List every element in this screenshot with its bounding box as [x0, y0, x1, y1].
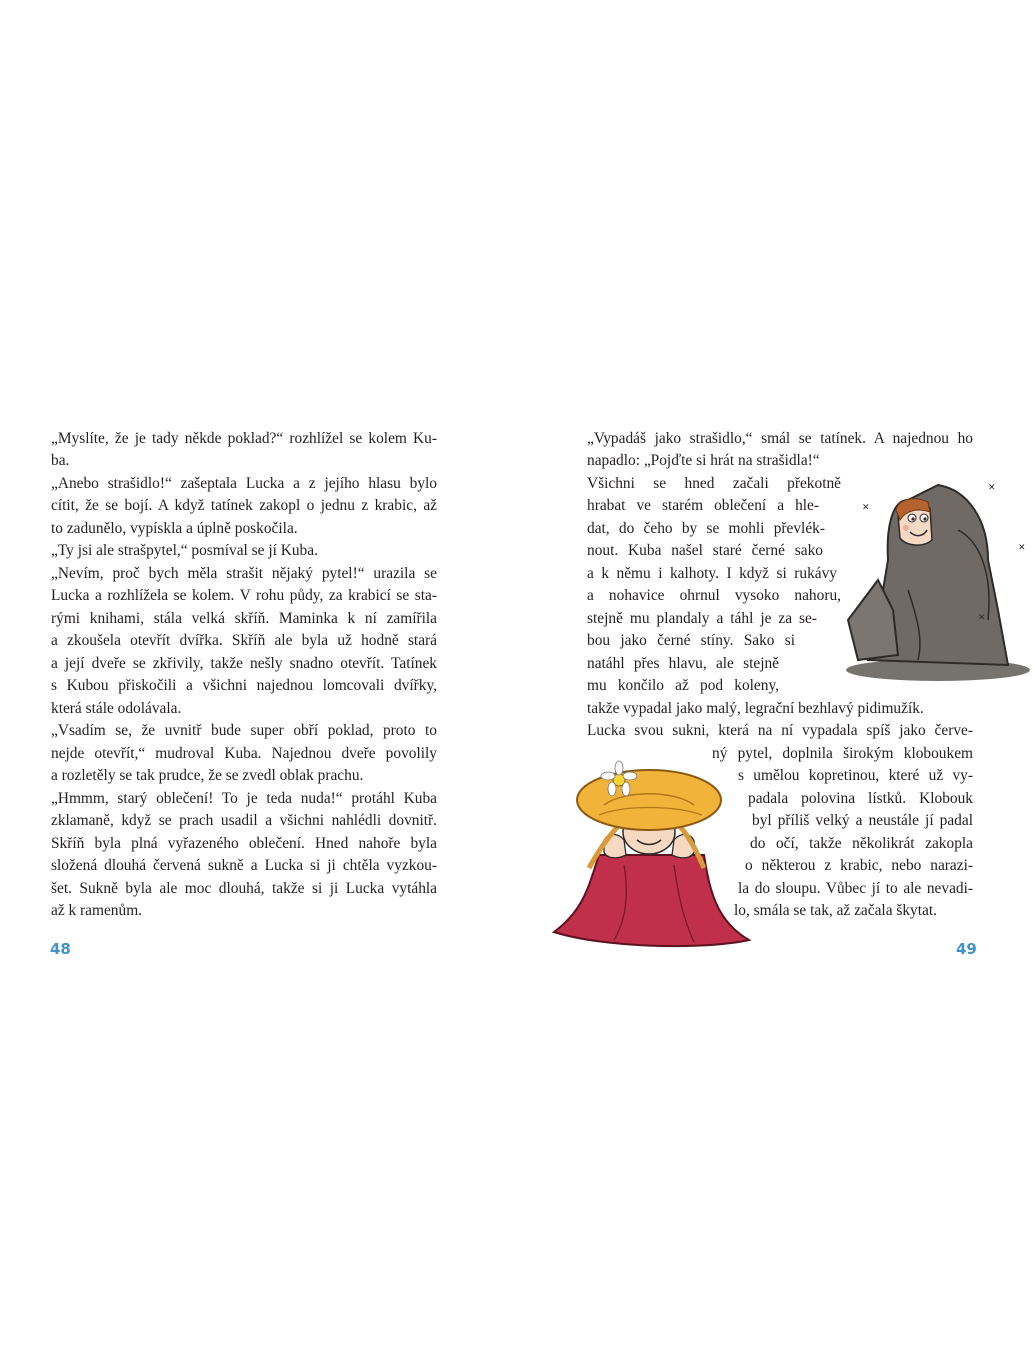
text-line: „Ty jsi ale strašpytel,“ posmíval se jí Kuba.	[51, 542, 318, 559]
svg-text:✕: ✕	[1018, 542, 1026, 552]
text-line: složená dlouhá červená sukně a Lucka si ji chtěla vyzkou-	[51, 857, 437, 874]
text-line: s Kubou přiskočili a všichni najednou lomcovali dvířky,	[51, 677, 437, 694]
text-line: do očí, takže několikrát zakopla	[750, 835, 973, 852]
text-line: napadlo: „Pojďte si hrát na strašidla!“	[587, 452, 820, 469]
text-line: Všichni se hned začali překotně	[587, 475, 841, 492]
text-line: la do sloupu. Vůbec jí to ale nevadi-	[738, 880, 973, 897]
text-line: to zadunělo, vypískla a úplně poskočila.	[51, 520, 298, 537]
svg-text:✕: ✕	[988, 482, 996, 492]
text-line: a její dveře se zkřivily, takže nešly snadno otevřít. Tatínek	[51, 655, 437, 672]
text-line: šet. Sukně byla ale moc dlouhá, takže si ji Lucka vytáhla	[51, 880, 437, 897]
text-line: Lucka a rozhlížela se kolem. V rohu půdy, za krabicí se sta-	[51, 587, 437, 604]
text-line: takže vypadal jako malý, legrační bezhlavý pidimužík.	[587, 700, 924, 717]
text-line: zklamaně, když se prach usadil a všichni nahlédli dovnitř.	[51, 812, 437, 829]
text-line: „Hmmm, starý oblečení! To je teda nuda!“ protáhl Kuba	[51, 790, 437, 807]
text-line: padala polovina lístků. Klobouk	[748, 790, 973, 807]
text-line: „Myslíte, že je tady někde poklad?“ rozhlížel se kolem Ku-	[51, 430, 437, 447]
text-line: mu končilo až pod koleny,	[587, 677, 779, 694]
text-line: hrabat ve starém oblečení a hle-	[587, 497, 819, 514]
text-line: s umělou kopretinou, které už vy-	[738, 767, 973, 784]
left-page	[0, 0, 512, 1365]
text-line: a nohavice ohrnul vysoko nahoru,	[587, 587, 841, 604]
svg-text:✕: ✕	[862, 502, 870, 512]
text-line: natáhl přes hlavu, ale stejně	[587, 655, 779, 672]
text-line: ný pytel, doplnila širokým kloboukem	[712, 745, 973, 762]
text-line: lo, smála se tak, až začala škytat.	[734, 902, 937, 919]
text-line: dat, do čeho by se mohli převlék-	[587, 520, 825, 537]
text-line: nejde otevřít,“ mudroval Kuba. Najednou dveře povolily	[51, 745, 437, 762]
text-line: cítit, že se bojí. A když tatínek zakopl o jednu z krabic, až	[51, 497, 437, 514]
svg-text:✕: ✕	[978, 612, 986, 622]
text-line: až k ramenům.	[51, 902, 143, 919]
text-line: „Nevím, proč bych měla strašit nějaký pytel!“ urazila se	[51, 565, 437, 582]
text-line: o některou z krabic, nebo narazi-	[745, 857, 973, 874]
page-number-right: 49	[956, 940, 977, 958]
text-line: bou jako černé stíny. Sako si	[587, 632, 795, 649]
text-line: stejně mu plandaly a táhl je za se-	[587, 610, 817, 627]
page-number-left: 48	[50, 940, 71, 958]
text-line: „Anebo strašidlo!“ zašeptala Lucka a z jejího hlasu bylo	[51, 475, 437, 492]
text-line: a k němu i kalhoty. I když si rukávy	[587, 565, 837, 582]
girl-illustration	[544, 760, 762, 950]
boy-illustration	[838, 470, 1034, 684]
text-line: „Vypadáš jako strašidlo,“ smál se tatínek. A najednou ho	[587, 430, 973, 447]
text-line: nout. Kuba našel staré černé sako	[587, 542, 823, 559]
text-line: a zkoušela otevřít dvířka. Skříň ale byla už hodně stará	[51, 632, 437, 649]
text-line: „Vsadím se, že uvnitř bude super obří poklad, proto to	[51, 722, 437, 739]
right-page	[512, 0, 1024, 1365]
text-line: Lucka svou sukni, která na ní vypadala spíš jako červe-	[587, 722, 973, 739]
text-line: Skříň byla plná vyřazeného oblečení. Hned nahoře byla	[51, 835, 437, 852]
text-line: byl příliš velký a neustále jí padal	[752, 812, 973, 829]
text-line: a rozletěly se tak prudce, že se zvedl oblak prachu.	[51, 767, 364, 784]
text-line: která stále odolávala.	[51, 700, 182, 717]
text-line: ba.	[51, 452, 70, 469]
text-line: rými knihami, stála velká skříň. Maminka k ní zamířila	[51, 610, 437, 627]
